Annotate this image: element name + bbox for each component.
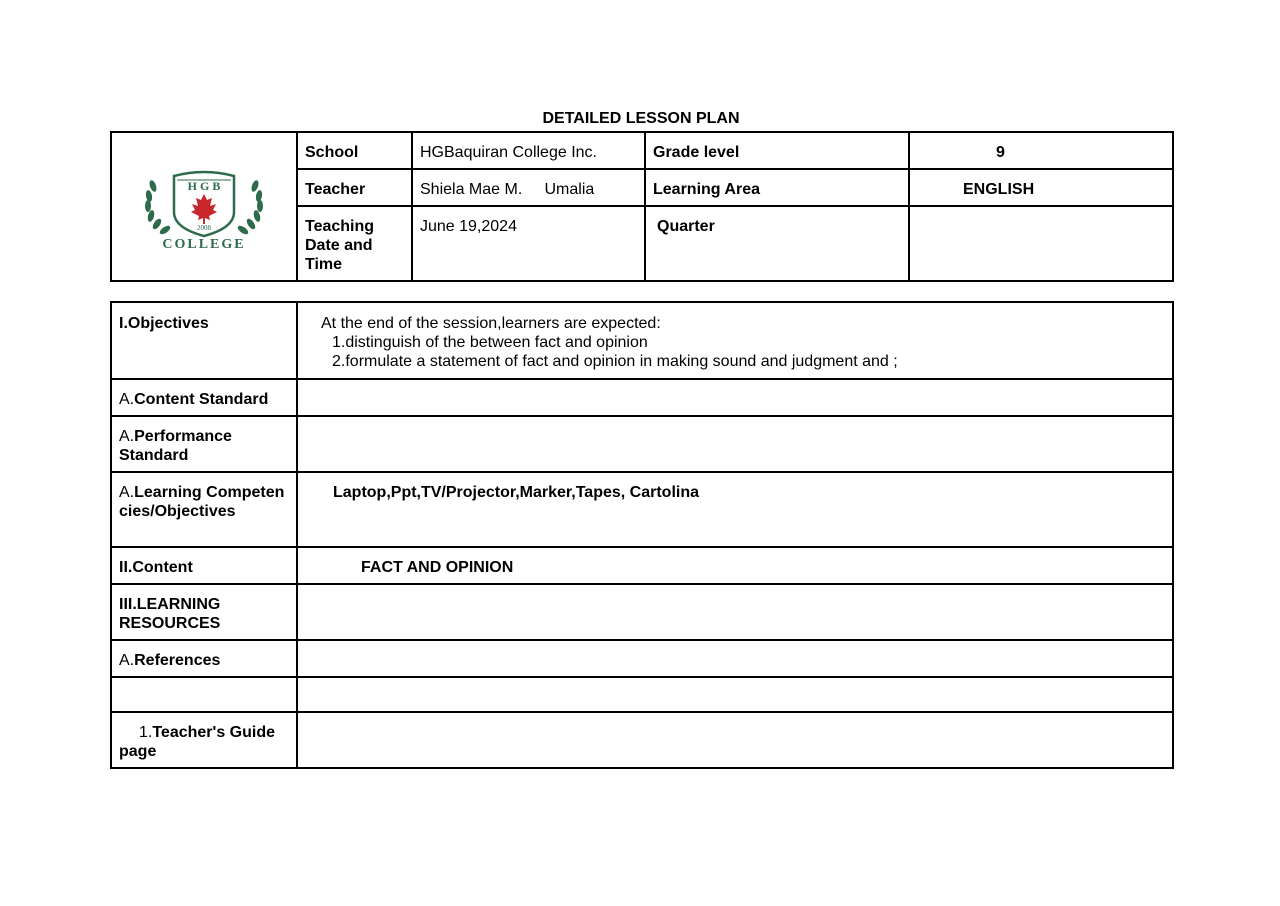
teaching-date-value: June 19,2024 (412, 206, 645, 281)
teachers-guide-value (297, 712, 1173, 768)
header-table (110, 131, 1174, 282)
lesson-plan-table (110, 301, 1174, 769)
logo-top-text: H G B (187, 178, 221, 193)
teacher-label: Teacher (297, 169, 412, 206)
references-label (111, 640, 297, 677)
learning-resources-value (297, 584, 1173, 640)
references-text: References (134, 652, 221, 669)
logo-cell (111, 132, 297, 281)
content-standard-text: Content Standard (134, 391, 269, 408)
school-label: School (297, 132, 412, 169)
references-prefix: A. (119, 652, 135, 669)
learning-resources-label: III.LEARNING RESOURCES (111, 584, 297, 640)
content-standard-value (297, 379, 1173, 416)
grade-label: Grade level (645, 132, 909, 169)
performance-standard-value (297, 416, 1173, 472)
blank-label (111, 677, 297, 712)
objectives-label: I.Objectives (111, 302, 297, 379)
quarter-label: Quarter (645, 206, 909, 281)
competencies-text: Learning Competencies/Objectives (119, 484, 285, 520)
learning-area-label: Learning Area (645, 169, 909, 206)
teachers-guide-prefix: 1. (139, 724, 153, 741)
learning-area-value: ENGLISH (909, 169, 1173, 206)
objectives-intro: At the end of the session,learners are expected: (321, 315, 661, 332)
logo-bottom-text: COLLEGE (162, 236, 246, 250)
teachers-guide-text: Teacher's Guide page (119, 724, 276, 760)
teachers-guide-label (111, 712, 297, 768)
logo-year: 2008 (197, 223, 211, 232)
school-value: HGBaquiran College Inc. (412, 132, 645, 169)
college-logo-icon (139, 164, 269, 250)
objective-item: 1.distinguish of the between fact and opinion (332, 334, 648, 351)
competencies-value: Laptop,Ppt,TV/Projector,Marker,Tapes, Cartolina (297, 472, 1173, 547)
performance-standard-label (111, 416, 297, 472)
teaching-date-label: Teaching Date and Time (297, 206, 412, 281)
competencies-label (111, 472, 297, 547)
performance-standard-text: Performance Standard (119, 428, 232, 464)
objective-item: 2.formulate a statement of fact and opinion in making sound and judgment and ; (332, 353, 898, 370)
teacher-value: Shiela Mae M. Umalia (412, 169, 645, 206)
blank-value (297, 677, 1173, 712)
quarter-value (909, 206, 1173, 281)
competencies-prefix: A. (119, 484, 135, 501)
performance-standard-prefix: A. (119, 428, 135, 445)
content-standard-prefix: A. (119, 391, 135, 408)
document-title: DETAILED LESSON PLAN (542, 110, 740, 127)
objectives-cell (297, 302, 1173, 379)
grade-value: 9 (909, 132, 1173, 169)
content-value: FACT AND OPINION (297, 547, 1173, 584)
references-value (297, 640, 1173, 677)
content-standard-label (111, 379, 297, 416)
content-label: II.Content (111, 547, 297, 584)
